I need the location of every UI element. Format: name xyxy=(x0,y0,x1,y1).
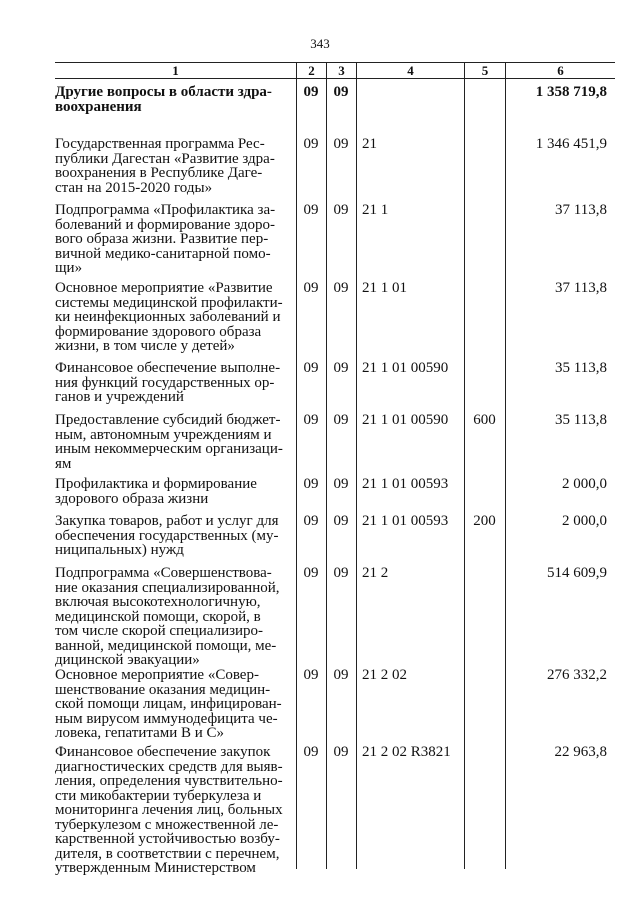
row-rz: 09 xyxy=(303,565,319,581)
row-csr xyxy=(356,79,464,131)
table-row xyxy=(55,79,615,131)
page-number: 343 xyxy=(310,36,330,51)
row-csr: 21 1 01 xyxy=(362,280,407,296)
row-vr xyxy=(464,197,505,275)
column-divider xyxy=(296,79,297,869)
table-row xyxy=(55,131,615,197)
row-rz: 09 xyxy=(303,412,319,428)
row-rz: 09 xyxy=(303,84,319,100)
header-col-5: 5 xyxy=(464,63,505,78)
table-row xyxy=(55,508,615,560)
row-csr: 21 xyxy=(362,136,377,152)
row-rz: 09 xyxy=(303,744,319,760)
table-row xyxy=(55,355,615,407)
row-vr: 600 xyxy=(473,412,496,428)
row-name: Основное мероприятие «Развитие системы медицинской профилакти- ки неинфекционных заболеваний и формирование здорового образа жизни, в том числе у детей» xyxy=(55,280,283,354)
row-pr: 09 xyxy=(333,202,349,218)
row-csr: 21 1 01 00590 xyxy=(362,360,449,376)
row-pr: 09 xyxy=(333,565,349,581)
table-row xyxy=(55,471,615,508)
header-col-3: 3 xyxy=(326,63,356,78)
table-row xyxy=(55,407,615,471)
row-sum: 276 332,2 xyxy=(547,667,607,683)
row-vr xyxy=(464,662,505,739)
row-vr xyxy=(464,739,505,869)
table-header xyxy=(55,62,615,79)
row-sum: 1 358 719,8 xyxy=(535,84,607,100)
row-rz: 09 xyxy=(303,202,319,218)
row-csr: 21 1 xyxy=(362,202,389,218)
row-sum: 2 000,0 xyxy=(562,513,607,529)
row-rz: 09 xyxy=(303,280,319,296)
row-vr xyxy=(464,131,505,197)
row-vr: 200 xyxy=(473,513,496,529)
row-name: Другие вопросы в области здра- воохранения xyxy=(55,84,272,115)
header-col-4: 4 xyxy=(356,63,464,78)
row-name: Профилактика и формирование здорового образа жизни xyxy=(55,476,257,507)
column-divider xyxy=(505,79,506,869)
table-row xyxy=(55,275,615,355)
row-vr xyxy=(464,79,505,131)
row-pr: 09 xyxy=(333,412,349,428)
row-vr xyxy=(464,471,505,508)
row-pr: 09 xyxy=(333,513,349,529)
row-rz: 09 xyxy=(303,667,319,683)
row-pr: 09 xyxy=(333,476,349,492)
row-pr: 09 xyxy=(333,84,349,100)
row-csr: 21 2 02 R3821 xyxy=(362,744,451,760)
row-pr: 09 xyxy=(333,280,349,296)
row-name: Финансовое обеспечение выполне- ния функций государственных ор- ганов и учреждений xyxy=(55,360,281,405)
row-sum: 37 113,8 xyxy=(555,202,607,218)
row-pr: 09 xyxy=(333,744,349,760)
row-name: Подпрограмма «Совершенствова- ние оказания специализированной, включая высокотехнологичную, медицинской помощи, скорой, в том числе скорой специализиро- ванной, медицинской помощи, ме- дицинской эвакуации» xyxy=(55,565,280,668)
row-name: Финансовое обеспечение закупок диагностических средств для выяв- ления, определения чувствительно- сти микобактерии туберкулеза и мониторинга лечения лиц, больных туберкулезом с множественной ле- карственной устойчивостью возбу- дителя, в соответствии с перечнем, утвержденным Министерством xyxy=(55,744,283,876)
row-rz: 09 xyxy=(303,136,319,152)
row-csr: 21 2 02 xyxy=(362,667,407,683)
row-name: Подпрограмма «Профилактика за- болеваний и формирование здоро- вого образа жизни. Развитие пер- вичной медико-санитарной помо- щи» xyxy=(55,202,276,276)
row-name: Предоставление субсидий бюджет- ным, автономным учреждениям и иным некоммерческим организаци- ям xyxy=(55,412,283,472)
row-vr xyxy=(464,355,505,407)
row-csr: 21 1 01 00590 xyxy=(362,412,449,428)
table-row xyxy=(55,197,615,275)
row-sum: 35 113,8 xyxy=(555,412,607,428)
header-col-6: 6 xyxy=(505,63,615,78)
row-sum: 37 113,8 xyxy=(555,280,607,296)
header-col-2: 2 xyxy=(296,63,326,78)
row-csr: 21 1 01 00593 xyxy=(362,513,449,529)
row-rz: 09 xyxy=(303,476,319,492)
row-name: Основное мероприятие «Совер- шенствование оказания медицин- ской помощи лицам, инфицирован- ным вирусом иммунодефицита че- ловека, гепатитами В и С» xyxy=(55,667,282,741)
row-vr xyxy=(464,275,505,355)
row-pr: 09 xyxy=(333,360,349,376)
row-rz: 09 xyxy=(303,513,319,529)
row-name: Государственная программа Рес- публики Дагестан «Развитие здра- воохранения в Республике Даге- стан на 2015-2020 годы» xyxy=(55,136,275,196)
row-sum: 514 609,9 xyxy=(547,565,607,581)
row-sum: 1 346 451,9 xyxy=(535,136,607,152)
row-csr: 21 1 01 00593 xyxy=(362,476,449,492)
row-vr xyxy=(464,560,505,662)
column-divider xyxy=(464,79,465,869)
table-row xyxy=(55,739,615,876)
table-row xyxy=(55,560,615,668)
row-csr: 21 2 xyxy=(362,565,389,581)
row-sum: 35 113,8 xyxy=(555,360,607,376)
row-pr: 09 xyxy=(333,136,349,152)
row-name: Закупка товаров, работ и услуг для обеспечения государственных (му- ниципальных) нужд xyxy=(55,513,279,558)
header-col-1: 1 xyxy=(172,63,179,78)
row-rz: 09 xyxy=(303,360,319,376)
table-row xyxy=(55,662,615,739)
row-pr: 09 xyxy=(333,667,349,683)
budget-table xyxy=(55,62,615,876)
row-sum: 22 963,8 xyxy=(554,744,607,760)
row-sum: 2 000,0 xyxy=(562,476,607,492)
column-divider xyxy=(326,79,327,869)
column-divider xyxy=(356,79,357,869)
table-body xyxy=(55,79,615,876)
